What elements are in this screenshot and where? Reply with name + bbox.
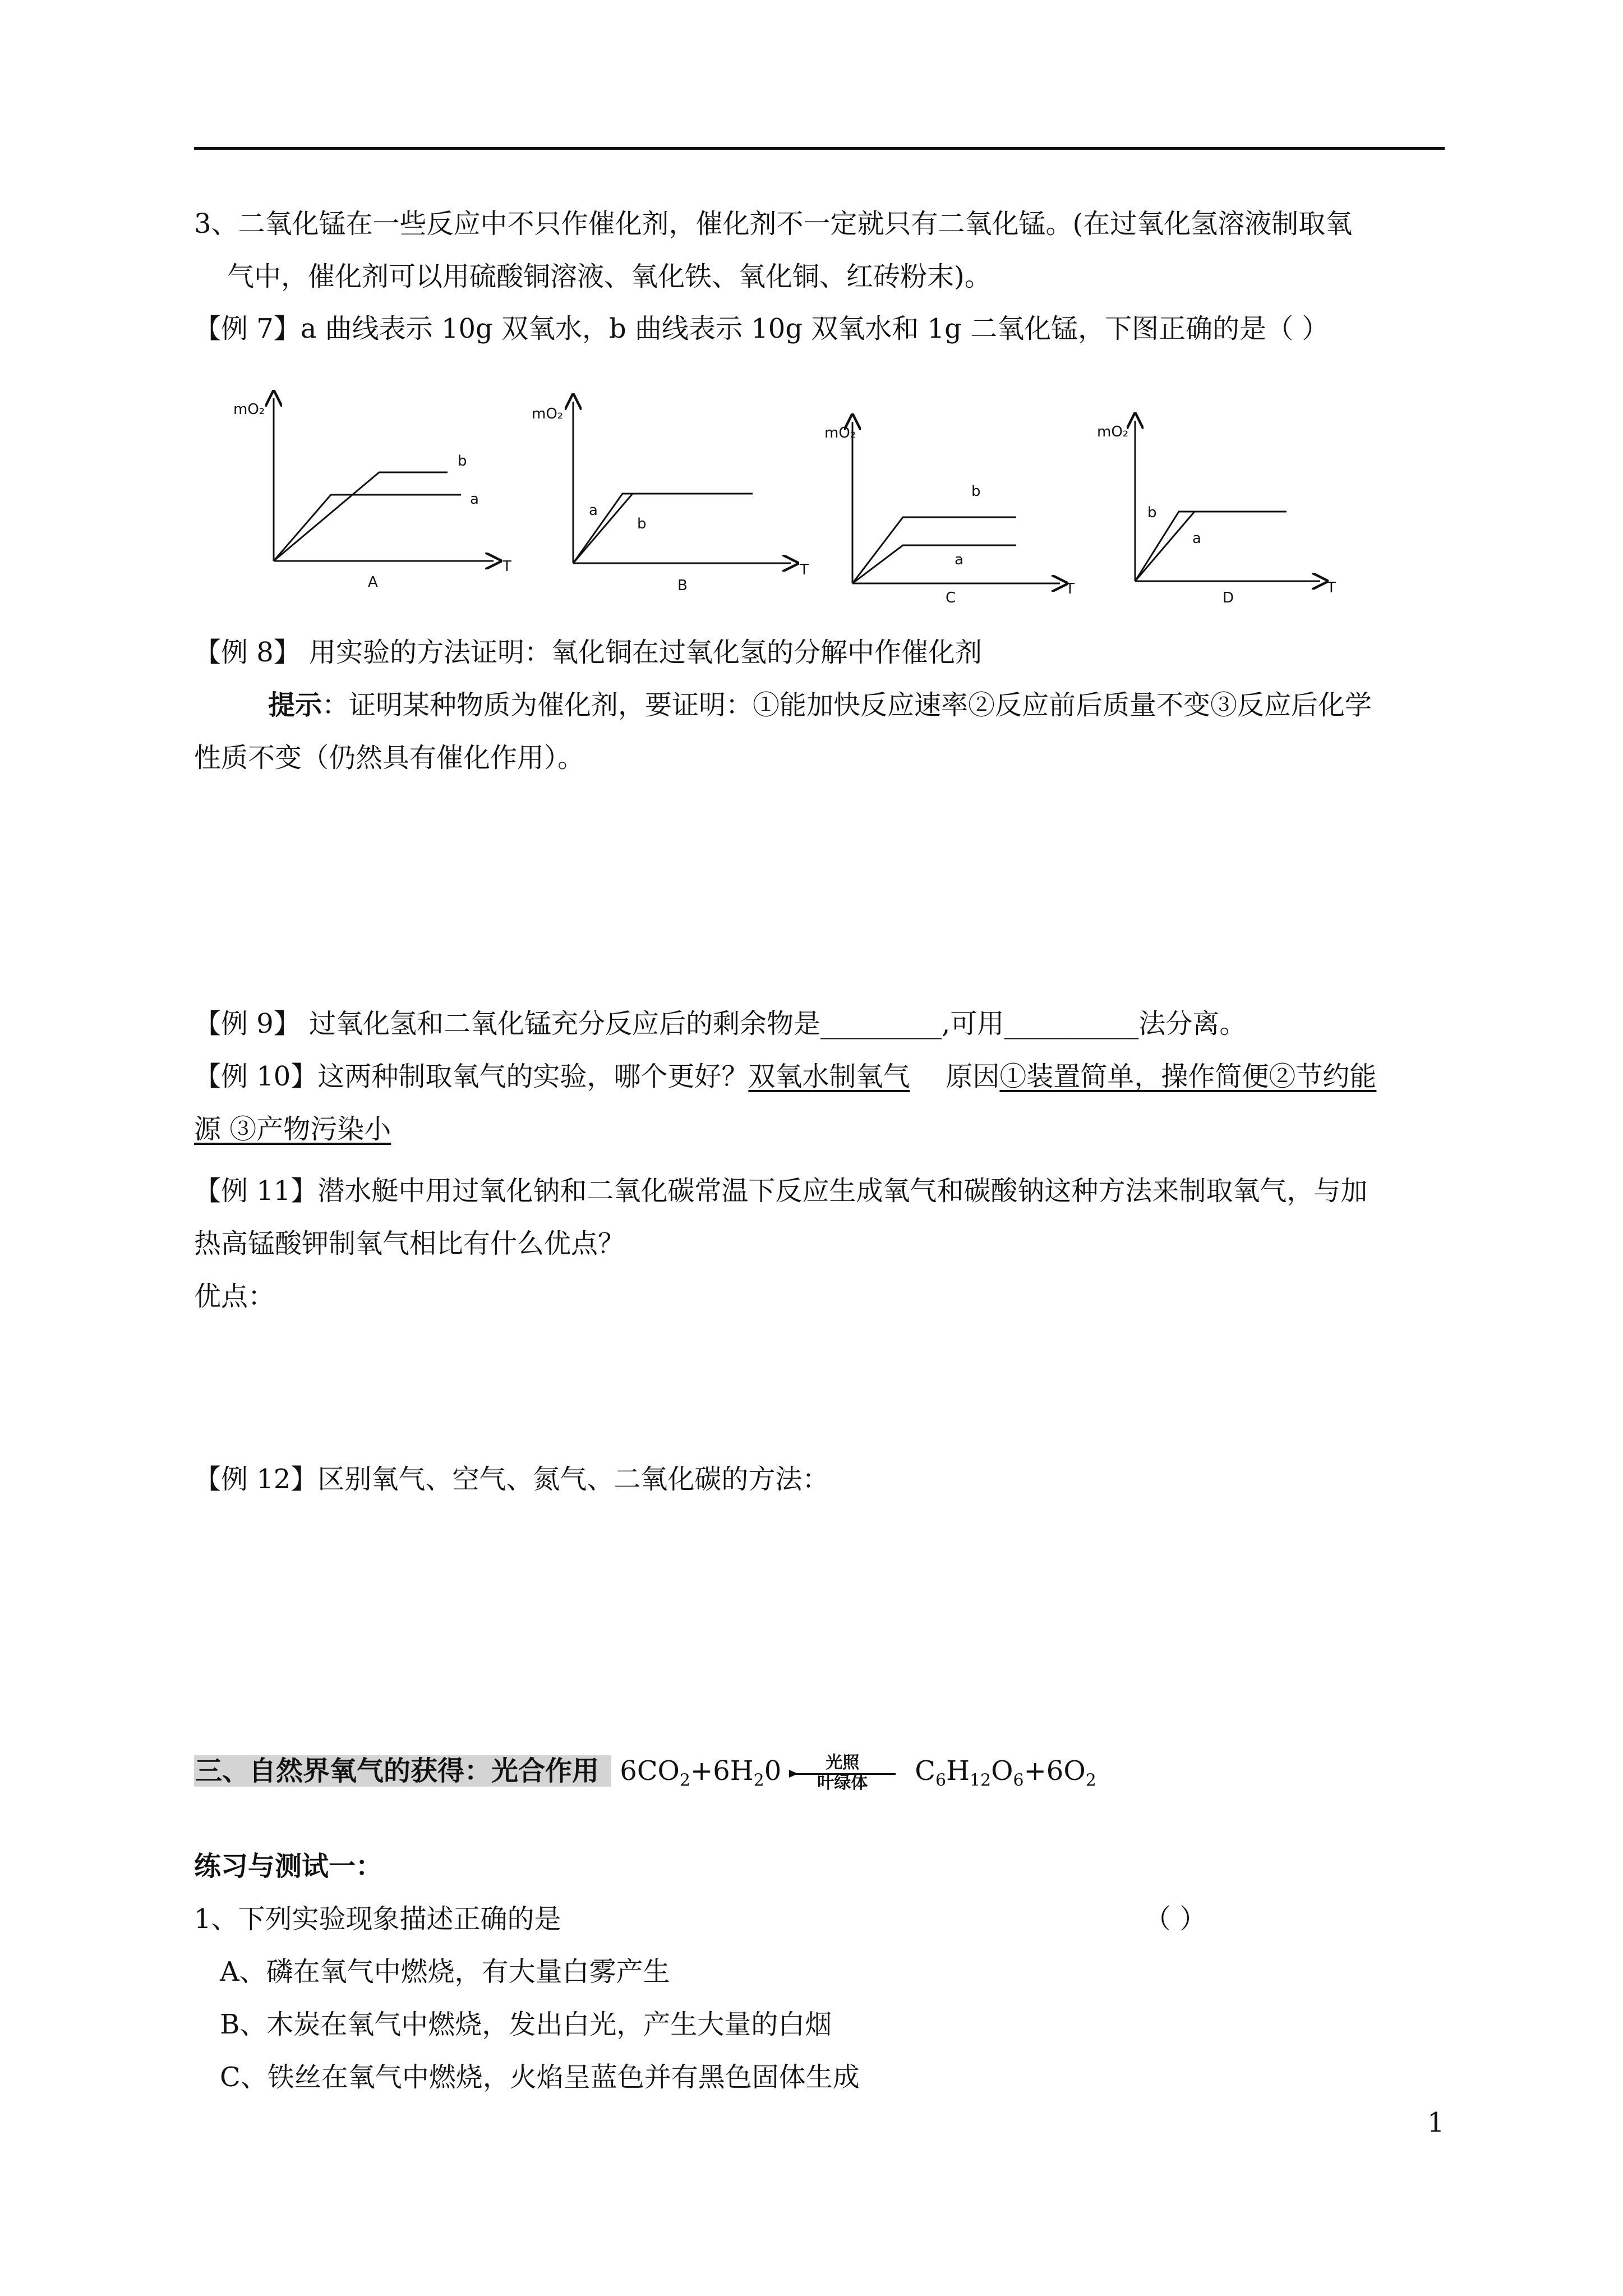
option-b: B、木炭在氧气中燃烧，发出白光，产生大量的白烟 [220, 2009, 832, 2040]
graph-d-curve1-label: b [1147, 504, 1157, 521]
example-10-reason-1: ①装置简单，操作简便②节约能 [999, 1061, 1377, 1092]
graph-d-curve-a [1135, 512, 1195, 581]
example-8-hint [268, 687, 1372, 724]
header-rule [194, 147, 1445, 150]
graph-b-label: B [677, 577, 688, 594]
example-9: 【例 9】 过氧化氢和二氧化锰充分反应后的剩余物是_________,可用__________法分离。 [194, 1008, 1247, 1039]
point3-line2: 气中，催化剂可以用硫酸铜溶液、氧化铁、氧化铜、红砖粉末)。 [227, 261, 992, 292]
graph-a-ylabel: mO₂ [233, 401, 265, 418]
graph-a-xlabel: T [502, 558, 511, 575]
graphs-figure [219, 370, 1363, 628]
question-1: 1、下列实验现象描述正确的是 [194, 1903, 561, 1935]
graph-c-xlabel: T [1066, 581, 1075, 597]
condition-light: 光照 [826, 1752, 860, 1773]
graph-c-label: C [946, 590, 956, 606]
graph-c [824, 422, 1075, 606]
graph-d [1097, 421, 1336, 606]
graph-d-ylabel: mO₂ [1097, 424, 1129, 440]
graph-a-curve2-label: a [470, 491, 479, 508]
example-10-reason-label: 原因 [946, 1061, 1000, 1092]
page-number: 1 [1427, 2107, 1445, 2138]
point3-line1: 3、二氧化锰在一些反应中不只作催化剂，催化剂不一定就只有二氧化锰。(在过氧化氢溶液制取氧 [194, 208, 1353, 240]
example-8-hint-line2: 性质不变（仍然具有催化作用）。 [194, 742, 585, 774]
graph-d-curve-b [1135, 512, 1287, 581]
condition-chlorophyll: 叶绿体 [817, 1773, 868, 1793]
example-11-line2: 热高锰酸钾制氧气相比有什么优点？ [194, 1228, 625, 1259]
example-10 [194, 1058, 1376, 1095]
section-3-heading [194, 1752, 1096, 1800]
graph-b-curve-a [573, 494, 753, 563]
example-7: 【例 7】a 曲线表示 10g 双氧水，b 曲线表示 10g 双氧水和 1g 二氧化锰，下图正确的是（ ） [194, 313, 1329, 344]
graph-d-xlabel: T [1327, 579, 1336, 596]
graph-d-curve2-label: a [1192, 530, 1201, 547]
graph-a-curve-b [274, 472, 448, 561]
graph-c-curve2-label: a [955, 551, 963, 568]
graph-b-curve-b [573, 494, 633, 563]
example-11-line1: 【例 11】潜水艇中用过氧化钠和二氧化碳常温下反应生成氧气和碳酸钠这种方法来制取氧气，与加 [194, 1175, 1368, 1207]
example-8: 【例 8】 用实验的方法证明：氧化铜在过氧化氢的分解中作催化剂 [194, 637, 983, 668]
graph-b-xlabel: T [800, 562, 809, 578]
graph-c-curve-b [852, 517, 1016, 583]
graph-b-ylabel: mO₂ [532, 406, 564, 422]
example-11-advantages: 优点： [194, 1281, 275, 1312]
example-10-reason-2: 源 ③产物污染小 [194, 1114, 391, 1145]
graph-c-ylabel: mO₂ [824, 425, 856, 441]
graph-a-curve-a [274, 495, 461, 561]
section-3-title: 三、自然界氧气的获得：光合作用 [194, 1755, 611, 1787]
option-c: C、铁丝在氧气中燃烧，火焰呈蓝色并有黑色固体生成 [220, 2062, 860, 2093]
graph-b-curve2-label: b [637, 516, 647, 532]
graph-c-curve1-label: b [971, 483, 981, 500]
example-10-prefix: 【例 10】这两种制取氧气的实验，哪个更好？ [194, 1061, 749, 1092]
example-10-answer: 双氧水制氧气 [748, 1061, 910, 1092]
photosynthesis-equation: $6CO_2+6H_20$ 光照 叶绿体 $C_6H_{12}O_6+6O_2$ [611, 1752, 1096, 1793]
graph-a-label: A [368, 574, 378, 591]
example-10-line2 [194, 1111, 391, 1148]
example-12: 【例 12】区别氧气、空气、氮气、二氧化碳的方法： [194, 1464, 829, 1495]
graph-b [532, 402, 809, 594]
hint-label: 提示 [268, 689, 322, 721]
graph-a-curve1-label: b [458, 453, 467, 470]
practice-title: 练习与测试一： [194, 1851, 383, 1882]
hint-line1: ：证明某种物质为催化剂，要证明：①能加快反应速率②反应前后质量不变③反应后化学 [322, 689, 1372, 721]
question-1-answer-bracket: （ ） [1144, 1903, 1207, 1935]
option-a: A、磷在氧气中燃烧，有大量白雾产生 [220, 1956, 670, 1987]
graph-b-curve1-label: a [589, 502, 598, 519]
reaction-arrow [789, 1752, 907, 1793]
graph-a [233, 398, 511, 591]
graph-d-label: D [1223, 590, 1234, 606]
